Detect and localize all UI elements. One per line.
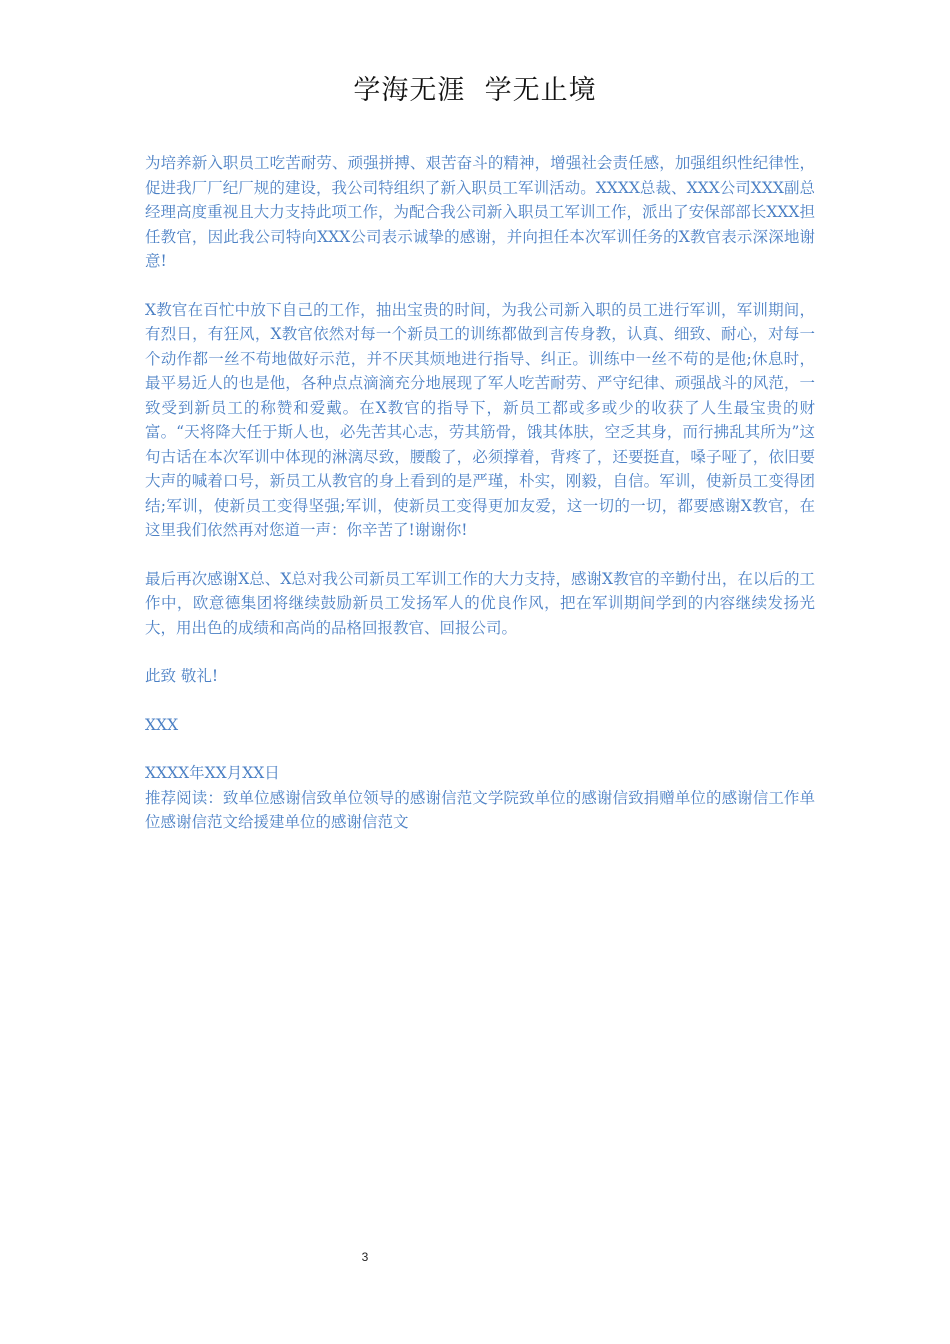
letter-body <box>145 151 815 835</box>
closing-salutation: 此致 敬礼! <box>145 667 219 685</box>
recommended-reading: 推荐阅读：致单位感谢信致单位领导的感谢信范文学院致单位的感谢信致捐赠单位的感谢信工作单位感谢信范文给援建单位的感谢信范文 <box>145 788 815 831</box>
paragraph-instructor: X教官在百忙中放下自己的工作，抽出宝贵的时间，为我公司新入职的员工进行军训，军训期间，有烈日，有狂风，X教官依然对每一个新员工的训练都做到言传身教，认真、细致、耐心，对每一个动作都一丝不苟地做好示范，并不厌其烦地进行指导、纠正。训练中一丝不苟的是他;休息时，最平易近人的也是他，各种点点滴滴充分地展现了军人吃苦耐劳、严守纪律、顽强战斗的风范，一致受到新员工的称赞和爱戴。在X教官的指导下，新员工都或多或少的收获了人生最宝贵的财富。“天将降大任于斯人也，必先苦其心志，劳其筋骨，饿其体肤，空乏其身，而行拂乱其所为”这句古话在本次军训中体现的淋漓尽致，腰酸了，必须撑着，背疼了，还要挺直，嗓子哑了，依旧要大声的喊着口号，新员工从教官的身上看到的是严瑾，朴实，刚毅，自信。军训，使新员工变得团结;军训，使新员工变得坚强;军训，使新员工变得更加友爱，这一切的一切，都要感谢X教官，在这里我们依然再对您道一声：你辛苦了!谢谢你! <box>145 300 815 539</box>
date-line: XXXX年XX月XX日 <box>145 764 280 782</box>
paragraph-final-thanks: 最后再次感谢X总、X总对我公司新员工军训工作的大力支持，感谢X教官的辛勤付出，在以后的工作中，欧意德集团将继续鼓励新员工发扬军人的优良作风，把在军训期间学到的内容继续发扬光大，用出色的成绩和高尚的品格回报教官、回报公司。 <box>145 569 815 637</box>
header-title: 学海无涯 学无止境 <box>353 75 597 106</box>
page-number: 3 <box>361 1250 369 1264</box>
signature: XXX <box>145 715 179 734</box>
paragraph-intro: 为培养新入职员工吃苦耐劳、顽强拼搏、艰苦奋斗的精神，增强社会责任感，加强组织性纪律性，促进我厂厂纪厂规的建设，我公司特组织了新入职员工军训活动。XXXX总裁、XXX公司XXX副总经理高度重视且大力支持此项工作，为配合我公司新入职员工军训工作，派出了安保部部长XXX担任教官，因此我公司特向XXX公司表示诚挚的感谢，并向担任本次军训任务的X教官表示深深地谢意! <box>145 154 815 270</box>
